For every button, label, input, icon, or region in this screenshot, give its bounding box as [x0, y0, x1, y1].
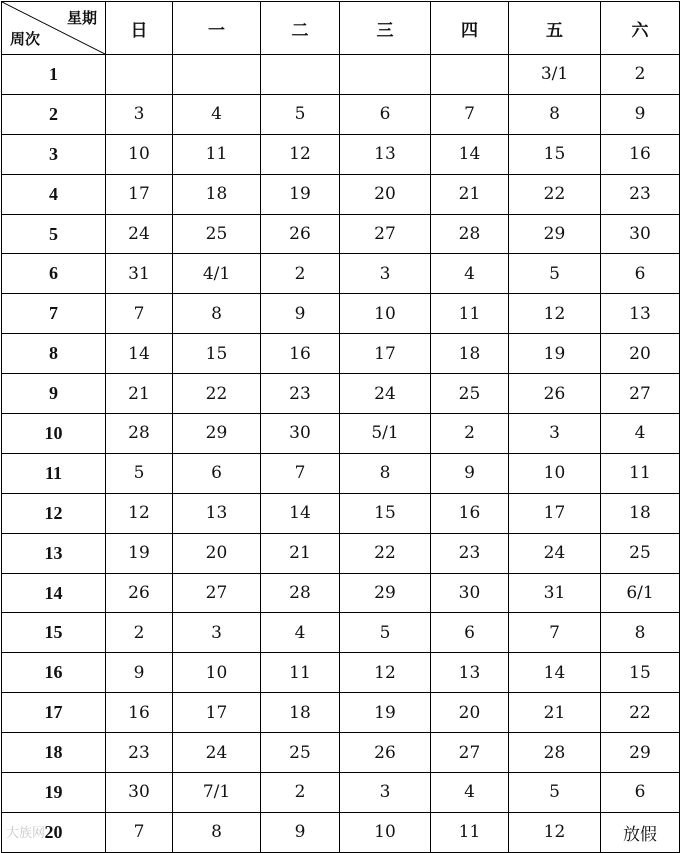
week-row	[2, 374, 680, 414]
day-header-saturday: 六	[601, 2, 680, 55]
date-cell: 24	[106, 214, 173, 254]
date-cell: 20	[431, 693, 509, 733]
date-cell: 15	[601, 653, 680, 693]
week-number-cell: 14	[2, 573, 106, 613]
week-number-cell: 13	[2, 533, 106, 573]
week-row	[2, 653, 680, 693]
date-cell: 22	[173, 374, 261, 414]
day-header-thursday: 四	[431, 2, 509, 55]
week-number-cell: 17	[2, 693, 106, 733]
date-cell: 8	[173, 812, 261, 852]
week-row	[2, 693, 680, 733]
week-row	[2, 55, 680, 95]
date-cell: 7	[106, 812, 173, 852]
date-cell: 7/1	[173, 773, 261, 813]
date-cell: 2	[106, 613, 173, 653]
date-cell: 3	[173, 613, 261, 653]
week-number-cell: 7	[2, 294, 106, 334]
date-cell: 24	[340, 374, 431, 414]
date-cell: 9	[431, 453, 509, 493]
date-cell: 27	[173, 573, 261, 613]
date-cell: 27	[601, 374, 680, 414]
date-cell: 27	[431, 733, 509, 773]
date-cell: 24	[509, 533, 601, 573]
date-cell: 16	[431, 493, 509, 533]
date-cell: 29	[173, 414, 261, 454]
date-cell: 6	[601, 254, 680, 294]
week-number-cell: 18	[2, 733, 106, 773]
header-row	[2, 2, 680, 55]
date-cell: 16	[261, 334, 340, 374]
week-number-cell: 5	[2, 214, 106, 254]
date-cell: 5	[509, 773, 601, 813]
week-number-cell: 12	[2, 493, 106, 533]
date-cell: 13	[340, 134, 431, 174]
school-calendar-table	[1, 1, 680, 853]
date-cell: 4	[431, 773, 509, 813]
week-row	[2, 174, 680, 214]
date-cell: 9	[601, 94, 680, 134]
week-row	[2, 812, 680, 852]
date-cell: 3	[106, 94, 173, 134]
date-cell: 31	[106, 254, 173, 294]
date-cell: 19	[340, 693, 431, 733]
date-cell: 8	[173, 294, 261, 334]
date-cell: 5	[106, 453, 173, 493]
date-cell: 29	[340, 573, 431, 613]
date-cell: 22	[340, 533, 431, 573]
date-cell: 17	[173, 693, 261, 733]
date-cell: 13	[173, 493, 261, 533]
week-row	[2, 613, 680, 653]
date-cell: 17	[106, 174, 173, 214]
week-row	[2, 414, 680, 454]
date-cell: 22	[601, 693, 680, 733]
date-cell: 25	[261, 733, 340, 773]
week-row	[2, 134, 680, 174]
date-cell: 23	[601, 174, 680, 214]
date-cell: 8	[601, 613, 680, 653]
date-cell: 25	[601, 533, 680, 573]
date-cell: 3	[340, 773, 431, 813]
date-cell: 2	[261, 254, 340, 294]
date-cell: 3	[340, 254, 431, 294]
date-cell: 15	[509, 134, 601, 174]
date-cell: 23	[261, 374, 340, 414]
date-cell: 11	[173, 134, 261, 174]
week-number-cell: 8	[2, 334, 106, 374]
date-cell: 10	[340, 812, 431, 852]
date-cell: 11	[431, 294, 509, 334]
week-number-cell: 20	[2, 812, 106, 852]
date-cell: 12	[340, 653, 431, 693]
date-cell: 19	[261, 174, 340, 214]
date-cell: 10	[173, 653, 261, 693]
week-number-cell: 19	[2, 773, 106, 813]
week-number-cell: 11	[2, 453, 106, 493]
date-cell: 2	[601, 55, 680, 95]
date-cell: 5	[261, 94, 340, 134]
date-cell: 26	[106, 573, 173, 613]
date-cell: 30	[261, 414, 340, 454]
date-cell: 22	[509, 174, 601, 214]
date-cell: 10	[509, 453, 601, 493]
date-cell: 18	[261, 693, 340, 733]
week-row	[2, 453, 680, 493]
date-cell: 7	[509, 613, 601, 653]
date-cell: 13	[431, 653, 509, 693]
date-cell: 23	[431, 533, 509, 573]
week-row	[2, 733, 680, 773]
week-number-cell: 4	[2, 174, 106, 214]
date-cell: 10	[106, 134, 173, 174]
week-number-cell: 1	[2, 55, 106, 95]
date-cell: 11	[601, 453, 680, 493]
date-cell: 19	[106, 533, 173, 573]
date-cell: 10	[340, 294, 431, 334]
date-cell: 25	[431, 374, 509, 414]
week-row	[2, 493, 680, 533]
date-cell: 6	[340, 94, 431, 134]
date-cell: 21	[106, 374, 173, 414]
date-cell: 28	[431, 214, 509, 254]
watermark-text: 大族网	[6, 826, 46, 841]
date-cell: 7	[106, 294, 173, 334]
date-cell: 9	[261, 812, 340, 852]
date-cell: 28	[106, 414, 173, 454]
date-cell: 4/1	[173, 254, 261, 294]
date-cell: 26	[261, 214, 340, 254]
date-cell: 21	[509, 693, 601, 733]
date-cell: 29	[601, 733, 680, 773]
date-cell: 3/1	[509, 55, 601, 95]
date-cell: 11	[261, 653, 340, 693]
day-header-tuesday: 二	[261, 2, 340, 55]
date-cell: 4	[601, 414, 680, 454]
date-cell: 28	[261, 573, 340, 613]
date-cell: 4	[431, 254, 509, 294]
date-cell: 20	[340, 174, 431, 214]
date-cell: 3	[509, 414, 601, 454]
weekday-axis-label: 星期	[66, 9, 97, 27]
date-cell: 30	[431, 573, 509, 613]
date-cell: 12	[509, 812, 601, 852]
date-cell: 5	[509, 254, 601, 294]
day-header-wednesday: 三	[340, 2, 431, 55]
week-row	[2, 214, 680, 254]
week-row	[2, 533, 680, 573]
date-cell: 7	[261, 453, 340, 493]
week-row	[2, 773, 680, 813]
date-cell: 18	[431, 334, 509, 374]
date-cell: 17	[509, 493, 601, 533]
date-cell: 14	[431, 134, 509, 174]
date-cell: 12	[261, 134, 340, 174]
date-cell: 5/1	[340, 414, 431, 454]
date-cell: 7	[431, 94, 509, 134]
date-cell: 9	[261, 294, 340, 334]
date-cell: 27	[340, 214, 431, 254]
date-cell	[106, 55, 173, 95]
date-cell: 8	[340, 453, 431, 493]
date-cell: 29	[509, 214, 601, 254]
date-cell: 15	[340, 493, 431, 533]
week-number-cell: 16	[2, 653, 106, 693]
date-cell: 25	[173, 214, 261, 254]
date-cell: 12	[509, 294, 601, 334]
day-header-friday: 五	[509, 2, 601, 55]
day-header-sunday: 日	[106, 2, 173, 55]
week-row	[2, 294, 680, 334]
date-cell: 8	[509, 94, 601, 134]
week-number-cell: 3	[2, 134, 106, 174]
date-cell: 9	[106, 653, 173, 693]
date-cell: 21	[261, 533, 340, 573]
date-cell: 17	[340, 334, 431, 374]
date-cell: 4	[261, 613, 340, 653]
date-cell: 14	[106, 334, 173, 374]
date-cell: 18	[601, 493, 680, 533]
date-cell: 放假	[601, 812, 680, 852]
header-corner-cell	[2, 2, 106, 55]
date-cell: 24	[173, 733, 261, 773]
date-cell: 2	[261, 773, 340, 813]
week-number-cell: 15	[2, 613, 106, 653]
date-cell: 2	[431, 414, 509, 454]
date-cell: 26	[340, 733, 431, 773]
date-cell: 16	[106, 693, 173, 733]
day-header-monday: 一	[173, 2, 261, 55]
date-cell: 14	[261, 493, 340, 533]
date-cell: 6	[601, 773, 680, 813]
date-cell: 23	[106, 733, 173, 773]
week-row	[2, 334, 680, 374]
week-row	[2, 254, 680, 294]
date-cell: 19	[509, 334, 601, 374]
date-cell: 6	[431, 613, 509, 653]
week-number-cell: 9	[2, 374, 106, 414]
date-cell: 6/1	[601, 573, 680, 613]
date-cell: 5	[340, 613, 431, 653]
date-cell: 31	[509, 573, 601, 613]
week-axis-label: 周次	[10, 30, 41, 48]
date-cell: 20	[601, 334, 680, 374]
week-number-cell: 10	[2, 414, 106, 454]
date-cell: 14	[509, 653, 601, 693]
date-cell: 11	[431, 812, 509, 852]
date-cell: 6	[173, 453, 261, 493]
date-cell: 18	[173, 174, 261, 214]
date-cell: 13	[601, 294, 680, 334]
date-cell: 26	[509, 374, 601, 414]
week-number-cell: 6	[2, 254, 106, 294]
week-row	[2, 94, 680, 134]
date-cell	[261, 55, 340, 95]
date-cell: 20	[173, 533, 261, 573]
week-row	[2, 573, 680, 613]
date-cell: 16	[601, 134, 680, 174]
week-number-cell: 2	[2, 94, 106, 134]
date-cell: 30	[601, 214, 680, 254]
date-cell	[340, 55, 431, 95]
date-cell: 28	[509, 733, 601, 773]
date-cell: 15	[173, 334, 261, 374]
date-cell: 12	[106, 493, 173, 533]
date-cell	[173, 55, 261, 95]
date-cell: 30	[106, 773, 173, 813]
date-cell: 4	[173, 94, 261, 134]
date-cell: 21	[431, 174, 509, 214]
calendar-body	[2, 55, 680, 853]
date-cell	[431, 55, 509, 95]
